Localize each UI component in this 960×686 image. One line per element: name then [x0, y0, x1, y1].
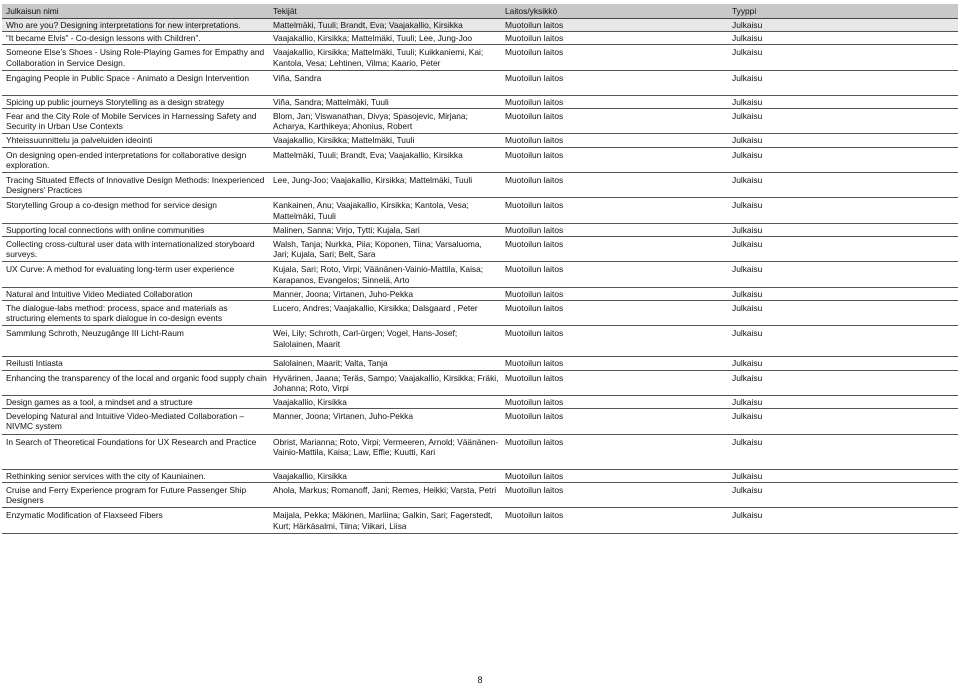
- cell-name: Enzymatic Modification of Flaxseed Fibers: [2, 508, 269, 533]
- table-row: [2, 482, 958, 507]
- cell-unit: Muotoilun laitos: [501, 223, 728, 236]
- cell-unit: Muotoilun laitos: [501, 198, 728, 223]
- table-row: [2, 237, 958, 262]
- table-row: [2, 19, 958, 32]
- cell-type: Julkaisu: [728, 357, 958, 370]
- table-row: [2, 147, 958, 172]
- table-row: [2, 357, 958, 370]
- table-row: [2, 508, 958, 533]
- cell-name: In Search of Theoretical Foundations for UX Research and Practice: [2, 434, 269, 469]
- cell-authors: Vaajakallio, Kirsikka; Mattelmäki, Tuuli; Lee, Jung-Joo: [269, 32, 501, 45]
- cell-unit: Muotoilun laitos: [501, 173, 728, 198]
- cell-type: Julkaisu: [728, 109, 958, 134]
- table-row: [2, 109, 958, 134]
- page-number: 8: [477, 675, 483, 685]
- cell-authors: Obrist, Marianna; Roto, Virpi; Vermeeren, Arnold; Väänänen-Vainio-Mattila, Kaisa; Law, Effie; Kuutti, Kari: [269, 434, 501, 469]
- cell-name: Storytelling Group a co-design method for service design: [2, 198, 269, 223]
- table-row: [2, 262, 958, 287]
- cell-name: Cruise and Ferry Experience program for Future Passenger Ship Designers: [2, 482, 269, 507]
- cell-name: Tracing Situated Effects of Innovative Design Methods: Inexperienced Designers' Practices: [2, 173, 269, 198]
- table-row: [2, 287, 958, 300]
- cell-name: Design games as a tool, a mindset and a structure: [2, 396, 269, 409]
- cell-unit: Muotoilun laitos: [501, 70, 728, 95]
- cell-unit: Muotoilun laitos: [501, 326, 728, 357]
- cell-type: Julkaisu: [728, 262, 958, 287]
- column-header-type: Tyyppi: [728, 4, 958, 19]
- cell-name: Engaging People in Public Space - Animato a Design Intervention: [2, 70, 269, 95]
- cell-authors: Malinen, Sanna; Virjo, Tytti; Kujala, Sari: [269, 223, 501, 236]
- cell-name: Reilusti Intiasta: [2, 357, 269, 370]
- cell-type: Julkaisu: [728, 508, 958, 533]
- table-row: [2, 173, 958, 198]
- cell-type: Julkaisu: [728, 237, 958, 262]
- cell-name: Developing Natural and Intuitive Video-Mediated Collaboration – NIVMC system: [2, 409, 269, 434]
- cell-unit: Muotoilun laitos: [501, 409, 728, 434]
- table-row: [2, 326, 958, 357]
- cell-unit: Muotoilun laitos: [501, 370, 728, 395]
- cell-authors: Maijala, Pekka; Mäkinen, Marliina; Galkin, Sari; Fagerstedt, Kurt; Härkäsalmi, Tiina; Viikari, Liisa: [269, 508, 501, 533]
- column-header-unit: Laitos/yksikkö: [501, 4, 728, 19]
- cell-authors: Kankainen, Anu; Vaajakallio, Kirsikka; Kantola, Vesa; Mattelmäki, Tuuli: [269, 198, 501, 223]
- cell-type: Julkaisu: [728, 409, 958, 434]
- table-row: [2, 134, 958, 147]
- cell-unit: Muotoilun laitos: [501, 482, 728, 507]
- cell-authors: Vaajakallio, Kirsikka: [269, 469, 501, 482]
- cell-type: Julkaisu: [728, 95, 958, 108]
- cell-authors: Blom, Jan; Viswanathan, Divya; Spasojevic, Mirjana; Acharya, Karthikeya; Ahonius, Robert: [269, 109, 501, 134]
- cell-authors: Mattelmäki, Tuuli; Brandt, Eva; Vaajakallio, Kirsikka: [269, 147, 501, 172]
- cell-authors: Vaajakallio, Kirsikka; Mattelmäki, Tuuli; Kuikkaniemi, Kai; Kantola, Vesa; Lehtinen, Vilma; Kaario, Peter: [269, 45, 501, 70]
- table-row: [2, 223, 958, 236]
- table-row: [2, 370, 958, 395]
- cell-type: Julkaisu: [728, 482, 958, 507]
- cell-name: Yhteissuunnittelu ja palveluiden ideointi: [2, 134, 269, 147]
- cell-name: Rethinking senior services with the city of Kauniainen.: [2, 469, 269, 482]
- cell-type: Julkaisu: [728, 147, 958, 172]
- cell-name: Sammlung Schroth, Neuzugânge III Licht-Raum: [2, 326, 269, 357]
- cell-authors: Manner, Joona; Virtanen, Juho-Pekka: [269, 287, 501, 300]
- table-row: [2, 198, 958, 223]
- table-row: [2, 396, 958, 409]
- cell-unit: Muotoilun laitos: [501, 109, 728, 134]
- cell-unit: Muotoilun laitos: [501, 396, 728, 409]
- cell-unit: Muotoilun laitos: [501, 469, 728, 482]
- cell-unit: Muotoilun laitos: [501, 147, 728, 172]
- cell-type: Julkaisu: [728, 301, 958, 326]
- table-row: [2, 95, 958, 108]
- cell-authors: Vaajakallio, Kirsikka; Mattelmäki, Tuuli: [269, 134, 501, 147]
- cell-type: Julkaisu: [728, 45, 958, 70]
- cell-unit: Muotoilun laitos: [501, 287, 728, 300]
- cell-authors: Walsh, Tanja; Nurkka, Piia; Koponen, Tiina; Varsaluoma, Jari; Kujala, Sari; Belt, Sara: [269, 237, 501, 262]
- cell-authors: Lee, Jung-Joo; Vaajakallio, Kirsikka; Mattelmäki, Tuuli: [269, 173, 501, 198]
- table-row: [2, 45, 958, 70]
- cell-name: Who are you? Designing interpretations for new interpretations.: [2, 19, 269, 32]
- cell-type: Julkaisu: [728, 287, 958, 300]
- cell-unit: Muotoilun laitos: [501, 434, 728, 469]
- table-header-row: [2, 4, 958, 19]
- cell-unit: Muotoilun laitos: [501, 262, 728, 287]
- table-row: [2, 301, 958, 326]
- cell-authors: Hyvärinen, Jaana; Teräs, Sampo; Vaajakallio, Kirsikka; Fräki, Johanna; Roto, Virpi: [269, 370, 501, 395]
- table-row: [2, 70, 958, 95]
- cell-authors: Viña, Sandra: [269, 70, 501, 95]
- table-row: [2, 434, 958, 469]
- cell-unit: Muotoilun laitos: [501, 301, 728, 326]
- cell-authors: Lucero, Andres; Vaajakallio, Kirsikka; Dalsgaard , Peter: [269, 301, 501, 326]
- cell-type: Julkaisu: [728, 19, 958, 32]
- cell-name: “It became Elvis” - Co-design lessons with Children”.: [2, 32, 269, 45]
- cell-type: Julkaisu: [728, 326, 958, 357]
- cell-authors: Vaajakallio, Kirsikka: [269, 396, 501, 409]
- cell-type: Julkaisu: [728, 198, 958, 223]
- cell-type: Julkaisu: [728, 134, 958, 147]
- cell-name: Someone Else’s Shoes - Using Role-Playing Games for Empathy and Collaboration in Service Design.: [2, 45, 269, 70]
- cell-authors: Viña, Sandra; Mattelmäki, Tuuli: [269, 95, 501, 108]
- publication-sheet: [2, 4, 958, 534]
- cell-type: Julkaisu: [728, 32, 958, 45]
- cell-name: On designing open-ended interpretations for collaborative design exploration.: [2, 147, 269, 172]
- cell-type: Julkaisu: [728, 396, 958, 409]
- cell-authors: Ahola, Markus; Romanoff, Jani; Remes, Heikki; Varsta, Petri: [269, 482, 501, 507]
- cell-name: Natural and Intuitive Video Mediated Collaboration: [2, 287, 269, 300]
- column-header-name: Julkaisun nimi: [2, 4, 269, 19]
- publications-table: [2, 4, 958, 534]
- cell-unit: Muotoilun laitos: [501, 357, 728, 370]
- table-row: [2, 409, 958, 434]
- cell-authors: Manner, Joona; Virtanen, Juho-Pekka: [269, 409, 501, 434]
- table-row: [2, 32, 958, 45]
- cell-authors: Salolainen, Maarit; Valta, Tanja: [269, 357, 501, 370]
- cell-name: UX Curve: A method for evaluating long-term user experience: [2, 262, 269, 287]
- cell-unit: Muotoilun laitos: [501, 95, 728, 108]
- cell-authors: Wei, Lily; Schroth, Carl-ürgen; Vogel, Hans-Josef; Salolainen, Maarit: [269, 326, 501, 357]
- cell-name: Supporting local connections with online communities: [2, 223, 269, 236]
- cell-unit: Muotoilun laitos: [501, 32, 728, 45]
- cell-type: Julkaisu: [728, 434, 958, 469]
- cell-authors: Mattelmäki, Tuuli; Brandt, Eva; Vaajakallio, Kirsikka: [269, 19, 501, 32]
- cell-type: Julkaisu: [728, 370, 958, 395]
- column-header-authors: Tekijät: [269, 4, 501, 19]
- cell-authors: Kujala, Sari; Roto, Virpi; Väänänen-Vainio-Mattila, Kaisa; Karapanos, Evangelos; Sinnelä, Arto: [269, 262, 501, 287]
- cell-type: Julkaisu: [728, 173, 958, 198]
- cell-name: Enhancing the transparency of the local and organic food supply chain: [2, 370, 269, 395]
- cell-type: Julkaisu: [728, 70, 958, 95]
- cell-type: Julkaisu: [728, 469, 958, 482]
- cell-name: Collecting cross-cultural user data with internationalized storyboard surveys.: [2, 237, 269, 262]
- cell-name: Spicing up public journeys Storytelling as a design strategy: [2, 95, 269, 108]
- table-row: [2, 469, 958, 482]
- cell-unit: Muotoilun laitos: [501, 237, 728, 262]
- cell-name: Fear and the City Role of Mobile Services in Harnessing Safety and Security in Urban Use Contexts: [2, 109, 269, 134]
- cell-unit: Muotoilun laitos: [501, 134, 728, 147]
- cell-name: The dialogue-labs method: process, space and materials as structuring elements to spark dialogue in co-design events: [2, 301, 269, 326]
- cell-unit: Muotoilun laitos: [501, 508, 728, 533]
- cell-unit: Muotoilun laitos: [501, 45, 728, 70]
- cell-unit: Muotoilun laitos: [501, 19, 728, 32]
- cell-type: Julkaisu: [728, 223, 958, 236]
